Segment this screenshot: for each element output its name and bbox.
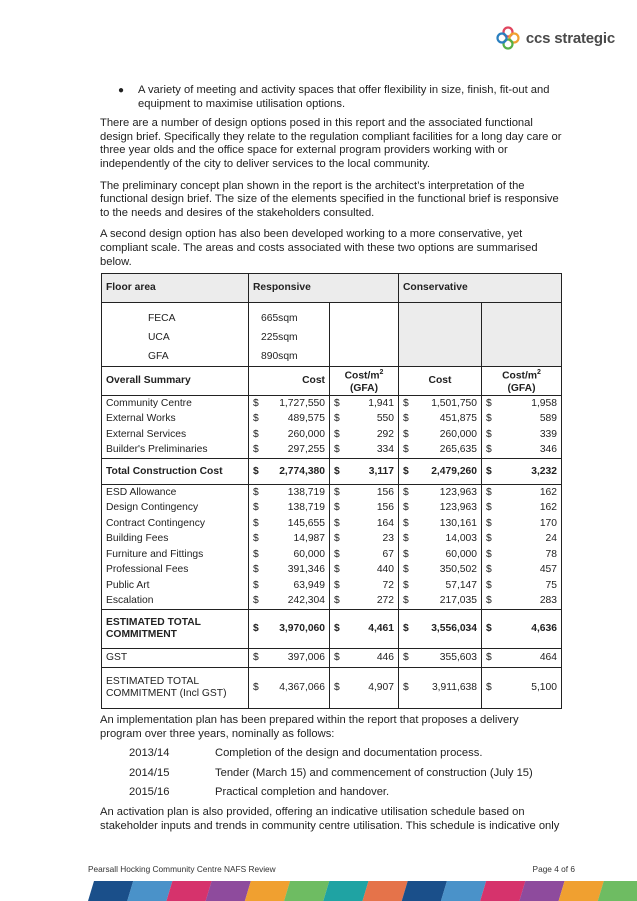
empty-cell: [482, 303, 562, 329]
empty-cell: [399, 303, 482, 329]
row-label: Contract Contingency: [102, 516, 249, 532]
currency-symbol: $: [403, 533, 409, 545]
amount: 3,232: [531, 465, 557, 477]
amount: 138,719: [287, 486, 325, 498]
table-row: [102, 532, 562, 548]
empty-cell: [399, 347, 482, 367]
decorative-color-band: [88, 881, 637, 901]
amount: 3,970,060: [279, 623, 325, 634]
currency-symbol: $: [403, 465, 409, 477]
amount: 130,161: [439, 517, 477, 529]
row-label: GST: [102, 649, 249, 668]
amount: 23: [382, 533, 394, 545]
empty-cell: [330, 347, 399, 367]
bullet-text: A variety of meeting and activity spaces that offer flexibility in size, finish, fit-out and equipment to maximise utilisation options.: [138, 84, 550, 110]
currency-symbol: $: [334, 428, 340, 440]
amount: 14,003: [445, 533, 477, 545]
currency-symbol: $: [334, 548, 340, 560]
currency-symbol: $: [253, 682, 259, 693]
area-label: FECA: [102, 303, 249, 329]
row-label: Community Centre: [102, 396, 249, 412]
company-logo: [496, 26, 615, 50]
area-row: [102, 328, 562, 347]
amount: 334: [376, 444, 394, 456]
band-segment: [206, 881, 251, 901]
amount: 4,461: [368, 623, 394, 634]
amount: 4,636: [531, 623, 557, 634]
empty-cell: [330, 328, 399, 347]
currency-symbol: $: [403, 623, 409, 634]
amount: 75: [545, 579, 557, 591]
table-row: [102, 443, 562, 459]
table-row: [102, 563, 562, 579]
table-row: [102, 396, 562, 412]
row-label: External Services: [102, 427, 249, 443]
amount: 589: [539, 413, 557, 425]
amount: 24: [545, 533, 557, 545]
currency-symbol: $: [486, 465, 492, 477]
table-row: [102, 427, 562, 443]
conservative-costm2-header: Cost/$m^2$ (GFA): [482, 367, 562, 396]
currency-symbol: $: [334, 533, 340, 545]
area-value: 890sqm: [249, 347, 330, 367]
currency-symbol: $: [486, 413, 492, 425]
intro-paragraph-3: A second design option has also been developed working to a more conservative, yet compliant scale. The areas and costs associated with these two options are summarised below.: [100, 228, 538, 268]
currency-symbol: $: [253, 413, 259, 425]
amount: 156: [376, 502, 394, 514]
amount: 164: [376, 517, 394, 529]
amount: 1,501,750: [431, 397, 477, 409]
currency-symbol: $: [253, 397, 259, 409]
gst-row: [102, 649, 562, 668]
area-row: [102, 303, 562, 329]
band-segment: [559, 881, 604, 901]
row-label: Design Contingency: [102, 501, 249, 517]
plan-item: [100, 767, 562, 781]
amount: 339: [539, 428, 557, 440]
conservative-cost-header: Cost: [399, 367, 482, 396]
amount: 346: [539, 444, 557, 456]
currency-symbol: $: [403, 595, 409, 607]
currency-symbol: $: [334, 623, 340, 634]
table-row: [102, 412, 562, 428]
band-segment: [598, 881, 637, 901]
currency-symbol: $: [403, 517, 409, 529]
amount: 3,117: [368, 465, 394, 477]
row-label: Builder's Preliminaries: [102, 443, 249, 459]
currency-symbol: $: [253, 564, 259, 576]
amount: 78: [545, 548, 557, 560]
amount: 297,255: [287, 444, 325, 456]
currency-symbol: $: [403, 428, 409, 440]
currency-symbol: $: [253, 486, 259, 498]
amount: 489,575: [287, 413, 325, 425]
amount: 217,035: [439, 595, 477, 607]
band-segment: [323, 881, 368, 901]
row-label: ESTIMATED TOTAL COMMITMENT: [102, 610, 249, 649]
amount: 72: [382, 579, 394, 591]
intro-section: [100, 84, 562, 277]
table-row: [102, 578, 562, 594]
responsive-header: Responsive: [249, 274, 399, 303]
currency-symbol: $: [253, 444, 259, 456]
plan-year: 2014/15: [129, 766, 170, 779]
currency-symbol: $: [486, 428, 492, 440]
currency-symbol: $: [486, 486, 492, 498]
estimated-total-gst-row: [102, 668, 562, 709]
currency-symbol: $: [253, 517, 259, 529]
empty-cell: [482, 328, 562, 347]
amount: 162: [539, 486, 557, 498]
currency-symbol: $: [486, 682, 492, 693]
footer-title: Pearsall Hocking Community Centre NAFS Review: [88, 864, 276, 874]
currency-symbol: $: [486, 548, 492, 560]
activation-paragraph: An activation plan is also provided, offering an indicative utilisation schedule based on stakeholder inputs and trends in community centre utilisation. This schedule is indicative only: [100, 805, 560, 832]
amount: 2,774,380: [279, 465, 325, 477]
currency-symbol: $: [403, 579, 409, 591]
band-segment: [88, 881, 133, 901]
estimated-total-row: [102, 610, 562, 649]
bullet-icon: ●: [118, 85, 125, 96]
plan-text: Practical completion and handover.: [215, 786, 390, 799]
intro-paragraph-1: There are a number of design options posed in this report and the associated functional design brief. Specifically they relate to the regulation compliant facilities for a long day care or three year olds and the office space for external program providers working with or independently of the city to deliver services to the local community.: [100, 117, 562, 170]
intro-paragraph-2: The preliminary concept plan shown in the report is the architect’s interpretation of the functional design brief. The size of the elements specified in the functional brief is responsive to the needs and desires of the stakeholders consulted.: [100, 179, 559, 219]
amount: 14,987: [293, 533, 325, 545]
row-label: Building Fees: [102, 532, 249, 548]
currency-symbol: $: [486, 652, 492, 663]
responsive-cost-header: Cost: [249, 367, 330, 396]
implementation-paragraph: An implementation plan has been prepared within the report that proposes a delivery program over three years, nominally as follows:: [100, 714, 519, 740]
amount: 170: [539, 517, 557, 529]
currency-symbol: $: [334, 444, 340, 456]
amount: 457: [539, 564, 557, 576]
table-row: [102, 516, 562, 532]
amount: 4,367,066: [279, 682, 325, 693]
band-segment: [284, 881, 329, 901]
band-segment: [441, 881, 486, 901]
amount: 2,479,260: [431, 465, 477, 477]
currency-symbol: $: [403, 413, 409, 425]
row-label: ESD Allowance: [102, 485, 249, 501]
area-label: GFA: [102, 347, 249, 367]
currency-symbol: $: [486, 623, 492, 634]
currency-symbol: $: [253, 595, 259, 607]
amount: 440: [376, 564, 394, 576]
amount: 123,963: [439, 502, 477, 514]
amount: 123,963: [439, 486, 477, 498]
row-label: Public Art: [102, 578, 249, 594]
amount: 265,635: [439, 444, 477, 456]
currency-symbol: $: [403, 564, 409, 576]
plan-year: 2013/14: [129, 747, 170, 760]
area-label: UCA: [102, 328, 249, 347]
plan-item: [100, 747, 562, 761]
currency-symbol: $: [403, 652, 409, 663]
currency-symbol: $: [403, 486, 409, 498]
amount: 162: [539, 502, 557, 514]
plan-text: Tender (March 15) and commencement of construction (July 15): [215, 766, 533, 779]
cost-summary-table: [101, 273, 562, 709]
currency-symbol: $: [486, 564, 492, 576]
amount: 1,958: [531, 397, 557, 409]
table-header-row: [102, 274, 562, 303]
area-value: 225sqm: [249, 328, 330, 347]
amount: 1,941: [368, 397, 394, 409]
band-segment: [402, 881, 447, 901]
amount: 350,502: [439, 564, 477, 576]
currency-symbol: $: [334, 564, 340, 576]
table-row: [102, 501, 562, 517]
currency-symbol: $: [253, 548, 259, 560]
summary-header-row: [102, 367, 562, 396]
amount: 145,655: [287, 517, 325, 529]
currency-symbol: $: [253, 428, 259, 440]
currency-symbol: $: [253, 533, 259, 545]
row-label: External Works: [102, 412, 249, 428]
amount: 57,147: [445, 579, 477, 591]
amount: 60,000: [293, 548, 325, 560]
amount: 3,911,638: [431, 682, 477, 693]
summary-label: Overall Summary: [102, 367, 249, 396]
empty-cell: [399, 328, 482, 347]
band-segment: [519, 881, 564, 901]
row-label: Total Construction Cost: [102, 459, 249, 485]
currency-symbol: $: [334, 595, 340, 607]
currency-symbol: $: [334, 502, 340, 514]
currency-symbol: $: [334, 413, 340, 425]
area-rows: [102, 303, 562, 367]
currency-symbol: $: [403, 502, 409, 514]
amount: 283: [539, 595, 557, 607]
logo-text: ccs strategic: [525, 29, 615, 47]
amount: 242,304: [287, 595, 325, 607]
plan-item: [100, 786, 562, 800]
row-label: Furniture and Fittings: [102, 547, 249, 563]
currency-symbol: $: [403, 397, 409, 409]
amount: 3,556,034: [431, 623, 477, 634]
amount: 391,346: [287, 564, 325, 576]
table-row: [102, 485, 562, 501]
currency-symbol: $: [403, 682, 409, 693]
band-segment: [166, 881, 211, 901]
plan-list: [100, 747, 562, 800]
cost-rows: [102, 396, 562, 709]
currency-symbol: $: [253, 623, 259, 634]
currency-symbol: $: [334, 465, 340, 477]
amount: 1,727,550: [279, 397, 325, 409]
currency-symbol: $: [334, 486, 340, 498]
area-row: [102, 347, 562, 367]
total-construction-row: [102, 459, 562, 485]
amount: 446: [376, 652, 394, 663]
currency-symbol: $: [334, 652, 340, 663]
currency-symbol: $: [403, 548, 409, 560]
amount: 451,875: [439, 413, 477, 425]
page-number: Page 4 of 6: [532, 864, 575, 874]
currency-symbol: $: [486, 517, 492, 529]
bullet-item: [100, 84, 562, 111]
currency-symbol: $: [253, 579, 259, 591]
amount: 292: [376, 428, 394, 440]
band-segment: [363, 881, 408, 901]
implementation-section: [100, 714, 562, 839]
currency-symbol: $: [253, 502, 259, 514]
page-footer: [88, 864, 575, 874]
currency-symbol: $: [486, 502, 492, 514]
amount: 260,000: [439, 428, 477, 440]
row-label: Professional Fees: [102, 563, 249, 579]
floor-area-header: Floor area: [102, 274, 249, 303]
band-segment: [480, 881, 525, 901]
empty-cell: [330, 303, 399, 329]
amount: 67: [382, 548, 394, 560]
currency-symbol: $: [334, 579, 340, 591]
amount: 138,719: [287, 502, 325, 514]
plan-text: Completion of the design and documentation process.: [215, 747, 483, 760]
currency-symbol: $: [486, 397, 492, 409]
amount: 355,603: [439, 652, 477, 663]
amount: 260,000: [287, 428, 325, 440]
currency-symbol: $: [334, 682, 340, 693]
row-label: Escalation: [102, 594, 249, 610]
empty-cell: [482, 347, 562, 367]
currency-symbol: $: [403, 444, 409, 456]
amount: 550: [376, 413, 394, 425]
band-segment: [127, 881, 172, 901]
currency-symbol: $: [486, 533, 492, 545]
conservative-header: Conservative: [399, 274, 562, 303]
amount: 63,949: [293, 579, 325, 591]
amount: 397,006: [287, 652, 325, 663]
currency-symbol: $: [334, 517, 340, 529]
table-row: [102, 594, 562, 610]
amount: 60,000: [445, 548, 477, 560]
currency-symbol: $: [486, 579, 492, 591]
area-value: 665sqm: [249, 303, 330, 329]
amount: 5,100: [531, 682, 557, 693]
band-segment: [245, 881, 290, 901]
currency-symbol: $: [253, 465, 259, 477]
ccs-flower-logo-icon: [496, 26, 520, 50]
currency-symbol: $: [486, 444, 492, 456]
amount: 156: [376, 486, 394, 498]
amount: 464: [539, 652, 557, 663]
amount: 4,907: [368, 682, 394, 693]
responsive-costm2-header: Cost/$m^2$ (GFA): [330, 367, 399, 396]
amount: 272: [376, 595, 394, 607]
currency-symbol: $: [334, 397, 340, 409]
row-label: ESTIMATED TOTAL COMMITMENT (Incl GST): [102, 668, 249, 709]
currency-symbol: $: [253, 652, 259, 663]
plan-year: 2015/16: [129, 786, 170, 799]
table-row: [102, 547, 562, 563]
currency-symbol: $: [486, 595, 492, 607]
